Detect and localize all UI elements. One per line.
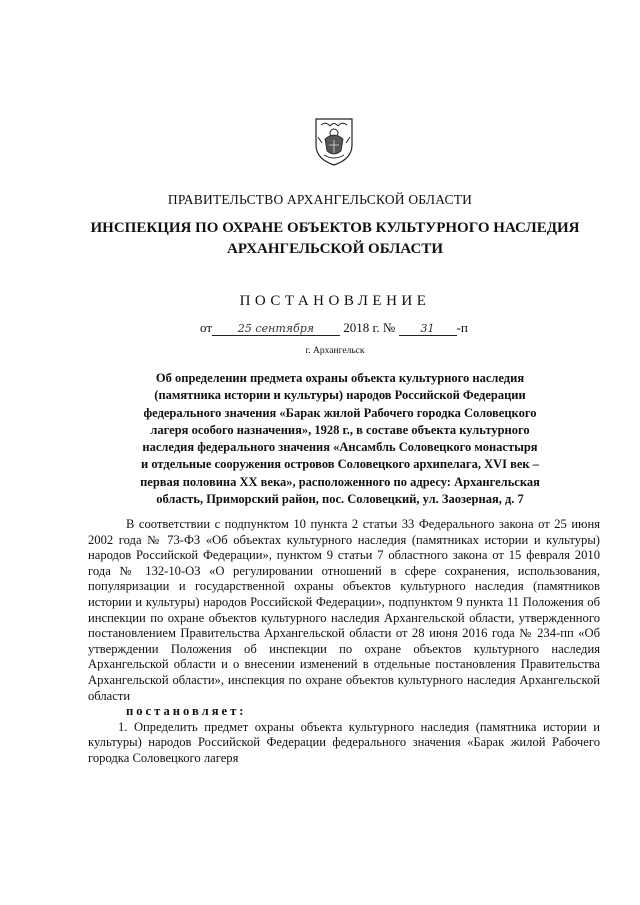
subject-line: лагеря особого назначения», 1928 г., в составе объекта культурного bbox=[150, 422, 530, 437]
subject-line: наследия федерального значения «Ансамбль Соловецкого монастыря bbox=[142, 440, 538, 455]
subject-line: область, Приморский район, пос. Соловецкий, ул. Заозерная, д. 7 bbox=[156, 492, 524, 507]
date-number-line bbox=[200, 320, 468, 336]
number-suffix: -п bbox=[456, 320, 468, 335]
document-subject bbox=[95, 370, 585, 508]
handwritten-date: 25 сентября bbox=[212, 322, 340, 336]
handwritten-number: 31 bbox=[399, 322, 457, 336]
document-type: ПОСТАНОВЛЕНИЕ bbox=[239, 293, 431, 309]
document-body bbox=[88, 517, 600, 767]
resolves-heading: постановляет: bbox=[126, 704, 247, 719]
subject-line: федерального значения «Барак жилой Рабочего городка Соловецкого bbox=[143, 405, 537, 420]
inspection-line-1: ИНСПЕКЦИЯ ПО ОХРАНЕ ОБЪЕКТОВ КУЛЬТУРНОГО НАСЛЕДИЯ bbox=[90, 220, 580, 236]
subject-line: (памятника истории и культуры) народов Российской Федерации bbox=[154, 388, 526, 403]
preamble-paragraph: В соответствии с подпунктом 10 пункта 2 статьи 33 Федерального закона от 25 июня 2002 года № 73-ФЗ «Об объектах культурного наследия (памятниках истории и культуры) народов Российской Федерации», пунктом 9 статьи 7 областного закона от 15 февраля 2010 года № 132-10-ОЗ «О регулировании отношений в сфере сохранения, использования, популяризации и государственной охраны объектов культурного наследия (памятников истории и культуры) народов Российской Федерации», подпунктом 9 пункта 11 Положения об инспекции по охране объектов культурного наследия Архангельской области, утвержденного постановлением Правительства Архангельской области от 28 июня 2016 года № 234-пп «Об утверждении Положения об инспекции по охране объектов культурного наследия Архангельской области и о внесении изменений в отдельные постановления Правительства Архангельской области», инспекция по охране объектов культурного наследия Архангельской области bbox=[88, 517, 600, 703]
year-text: 2018 г. № bbox=[343, 320, 396, 335]
subject-line: и отдельные сооружения островов Соловецкого архипелага, XVI век – bbox=[141, 457, 539, 472]
coat-of-arms-icon bbox=[312, 115, 356, 167]
inspection-line-2: АРХАНГЕЛЬСКОЙ ОБЛАСТИ bbox=[227, 241, 443, 257]
date-prefix: от bbox=[200, 320, 213, 335]
item-1-paragraph: 1. Определить предмет охраны объекта культурного наследия (памятника истории и культуры) народов Российской Федерации федерального значения «Барак жилой Рабочего городка Соловецкого лагеря bbox=[88, 719, 600, 765]
subject-line: Об определении предмета охраны объекта культурного наследия bbox=[155, 371, 525, 385]
city: г. Архангельск bbox=[305, 346, 365, 356]
government-name: ПРАВИТЕЛЬСТВО АРХАНГЕЛЬСКОЙ ОБЛАСТИ bbox=[167, 192, 473, 207]
inspection-name bbox=[60, 218, 610, 260]
subject-line: первая половина XX века», расположенного по адресу: Архангельская bbox=[140, 474, 540, 489]
